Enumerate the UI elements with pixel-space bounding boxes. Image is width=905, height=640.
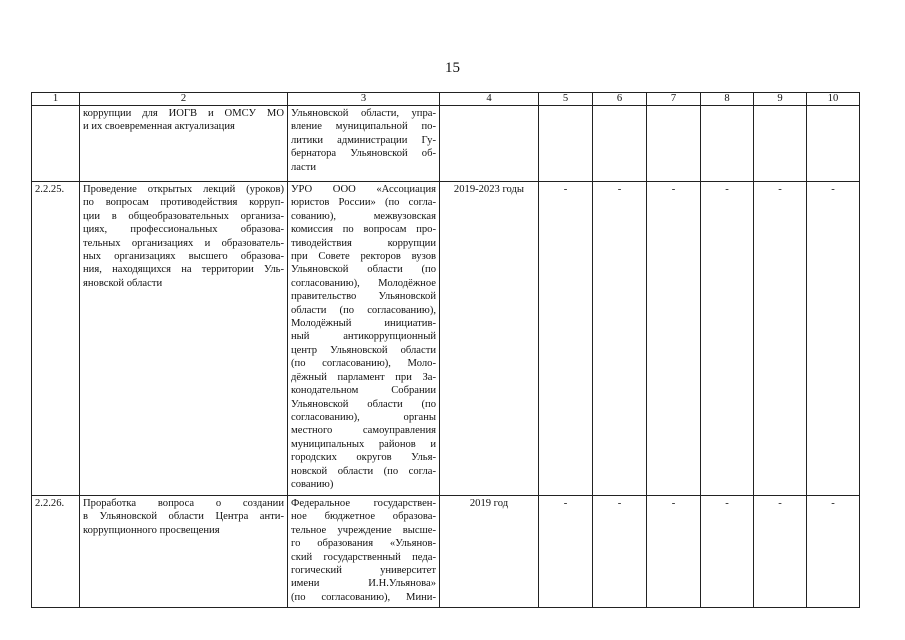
text-line: и их своевременная актуализация — [83, 121, 235, 133]
text-line: вление муниципальной по- — [291, 121, 436, 133]
text-line: ласти — [291, 161, 316, 173]
value-cell: - — [593, 496, 647, 608]
measure-description — [80, 496, 288, 608]
text-line: Ульяновской области (по — [291, 398, 436, 410]
value-cell — [807, 106, 860, 182]
text-line: циях, профессиональных образова- — [83, 224, 284, 236]
text-line: го образования «Ульянов- — [291, 538, 436, 550]
text-line: муниципальных районов и — [291, 438, 436, 450]
text-line: юристов России» (по согла- — [291, 197, 436, 209]
text-line: яновской области — [83, 277, 163, 289]
text-line: УРО ООО «Ассоциация — [291, 184, 436, 195]
value-cell: - — [593, 182, 647, 496]
measure-description — [80, 106, 288, 182]
text-line: комиссия по вопросам про- — [291, 224, 436, 236]
text-line: имени И.Н.Ульянова» — [291, 578, 436, 590]
text-line: литики администрации Гу- — [291, 134, 436, 146]
text-line: местного самоуправления — [291, 425, 436, 437]
value-cell: - — [647, 496, 701, 608]
column-header: 3 — [288, 93, 440, 106]
text-line: тельных организациях и образователь- — [83, 237, 284, 249]
value-cell — [539, 106, 593, 182]
text-line: (по согласованию), Моло- — [291, 358, 436, 370]
column-header: 9 — [754, 93, 807, 106]
text-line: тельное учреждение высше- — [291, 524, 436, 536]
text-line: (по согласованию), Мини- — [291, 591, 436, 603]
text-line: Ульяновской области (по — [291, 264, 436, 276]
text-line: городских округов Улья- — [291, 452, 436, 464]
period: 2019-2023 годы — [440, 182, 539, 496]
text-line: сованию) — [291, 478, 334, 490]
text-line: Ульяновской области, упра- — [291, 108, 436, 119]
value-cell: - — [701, 496, 754, 608]
column-header: 1 — [32, 93, 80, 106]
column-header: 10 — [807, 93, 860, 106]
text-line: ное бюджетное образова- — [291, 511, 436, 523]
text-line: правительство Ульяновской — [291, 291, 436, 303]
text-line: сованию), межвузовская — [291, 210, 436, 222]
value-cell — [647, 106, 701, 182]
text-line: ния, находящихся на территории Уль- — [83, 264, 284, 276]
table-row — [32, 496, 860, 608]
measures-table — [31, 92, 860, 608]
text-line: ный антикоррупционный — [291, 331, 436, 343]
text-line: гогический университет — [291, 565, 436, 577]
text-line: Федеральное государствен- — [291, 498, 436, 509]
measure-number: 2.2.26. — [32, 496, 80, 608]
text-line: коррупционного просвещения — [83, 524, 220, 536]
measure-description — [80, 182, 288, 496]
value-cell — [754, 106, 807, 182]
text-line: центр Ульяновской области — [291, 344, 436, 356]
column-header: 8 — [701, 93, 754, 106]
text-line: при Совете ректоров вузов — [291, 251, 436, 263]
text-line: конодательном Собрании — [291, 385, 436, 397]
text-line: ции в общеобразовательных организа- — [83, 210, 284, 222]
period: 2019 год — [440, 496, 539, 608]
text-line: области (по согласованию), — [291, 304, 436, 316]
value-cell: - — [754, 182, 807, 496]
page-number: 15 — [445, 60, 460, 76]
value-cell: - — [754, 496, 807, 608]
text-line: новской области (по согла- — [291, 465, 436, 477]
measure-number — [32, 106, 80, 182]
executors — [288, 106, 440, 182]
column-header: 4 — [440, 93, 539, 106]
value-cell: - — [539, 496, 593, 608]
text-line: по вопросам противодействия корруп- — [83, 197, 284, 209]
text-line: ных организациях высшего образова- — [83, 251, 284, 263]
text-line: тиводействия коррупции — [291, 237, 436, 249]
text-line: Проработка вопроса о создании — [83, 498, 284, 509]
text-line: Проведение открытых лекций (уроков) — [83, 184, 284, 195]
value-cell: - — [539, 182, 593, 496]
executors — [288, 496, 440, 608]
text-line: в Ульяновской области Центра анти- — [83, 511, 284, 523]
table-row — [32, 106, 860, 182]
text-line: дёжный парламент при За- — [291, 371, 436, 383]
period — [440, 106, 539, 182]
text-line: коррупции для ИОГВ и ОМСУ МО — [83, 108, 284, 119]
value-cell — [593, 106, 647, 182]
column-header: 6 — [593, 93, 647, 106]
text-line: ский государственный педа- — [291, 551, 436, 563]
text-line: бернатора Ульяновской об- — [291, 148, 436, 160]
value-cell: - — [701, 182, 754, 496]
text-line: согласованию), Молодёжное — [291, 277, 436, 289]
column-header: 5 — [539, 93, 593, 106]
table-row — [32, 182, 860, 496]
column-header: 2 — [80, 93, 288, 106]
table-header-row — [32, 93, 860, 106]
text-line: Молодёжный инициатив- — [291, 318, 436, 330]
value-cell: - — [807, 182, 860, 496]
column-header: 7 — [647, 93, 701, 106]
executors — [288, 182, 440, 496]
value-cell — [701, 106, 754, 182]
value-cell: - — [647, 182, 701, 496]
value-cell: - — [807, 496, 860, 608]
text-line: согласованию), органы — [291, 411, 436, 423]
measure-number: 2.2.25. — [32, 182, 80, 496]
